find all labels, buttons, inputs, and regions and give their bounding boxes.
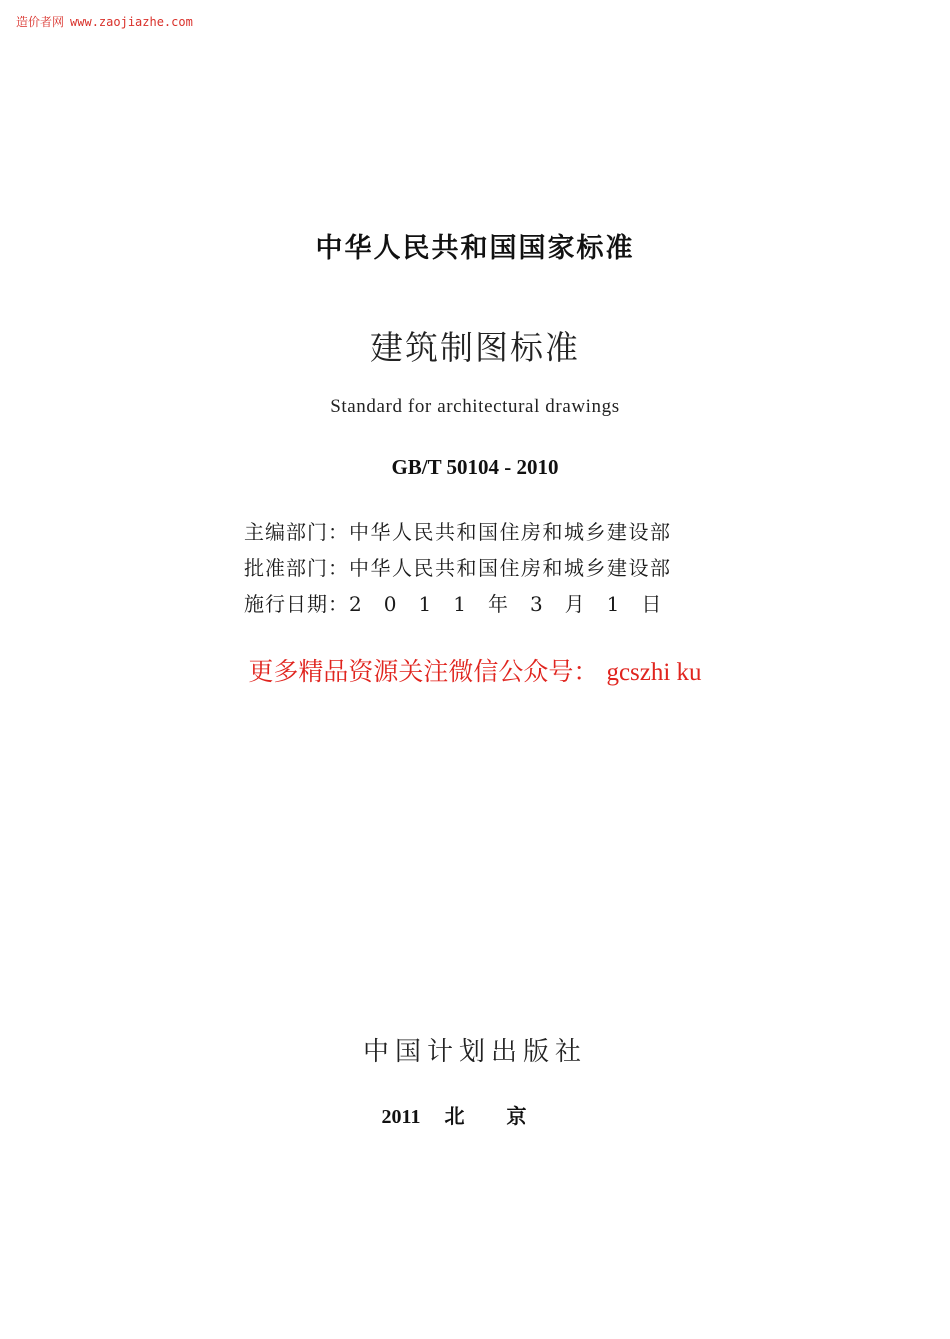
site-watermark xyxy=(16,13,193,30)
national-standard-title: 中华人民共和国国家标准 xyxy=(315,233,635,264)
publisher-name: 中国计划出版社 xyxy=(362,1037,587,1067)
standard-code: GB/T 50104 - 2010 xyxy=(391,455,559,479)
date-part: 日 xyxy=(641,592,662,616)
watermark-site-name: 造价者网 xyxy=(16,15,65,29)
approval-label: 批准部门： xyxy=(244,556,349,580)
effective-date-row xyxy=(244,586,724,622)
effective-date-value xyxy=(349,592,683,616)
watermark-url[interactable]: www.zaojiazhe.com xyxy=(70,15,193,29)
date-part: 1 xyxy=(453,592,466,616)
publication-year-city xyxy=(0,1100,950,1129)
date-part: 3 xyxy=(529,592,543,616)
chief-editor-value: 中华人民共和国住房和城乡建设部 xyxy=(349,520,672,544)
standard-name: 建筑制图标准 xyxy=(370,328,580,367)
approval-value: 中华人民共和国住房和城乡建设部 xyxy=(349,556,672,580)
effective-date-label: 施行日期： xyxy=(244,592,349,616)
publication-info xyxy=(244,514,724,622)
publication-city: 北京 xyxy=(444,1106,569,1128)
date-part: 1 xyxy=(418,592,432,616)
date-part: 年 xyxy=(487,592,508,616)
publication-year: 2011 xyxy=(381,1106,421,1128)
approval-row xyxy=(244,550,724,586)
promo-line xyxy=(0,652,950,688)
date-part: 1 xyxy=(606,592,620,616)
english-title: Standard for architectural drawings xyxy=(330,396,620,417)
date-part: 0 xyxy=(383,592,397,616)
chief-editor-label: 主编部门： xyxy=(244,520,349,544)
promo-text: 更多精品资源关注微信公众号： xyxy=(248,657,599,686)
chief-editor-row xyxy=(244,514,724,550)
date-part: 月 xyxy=(564,592,585,616)
date-part: 2 xyxy=(349,592,362,616)
promo-wechat-id: gcszhi ku xyxy=(606,659,702,686)
